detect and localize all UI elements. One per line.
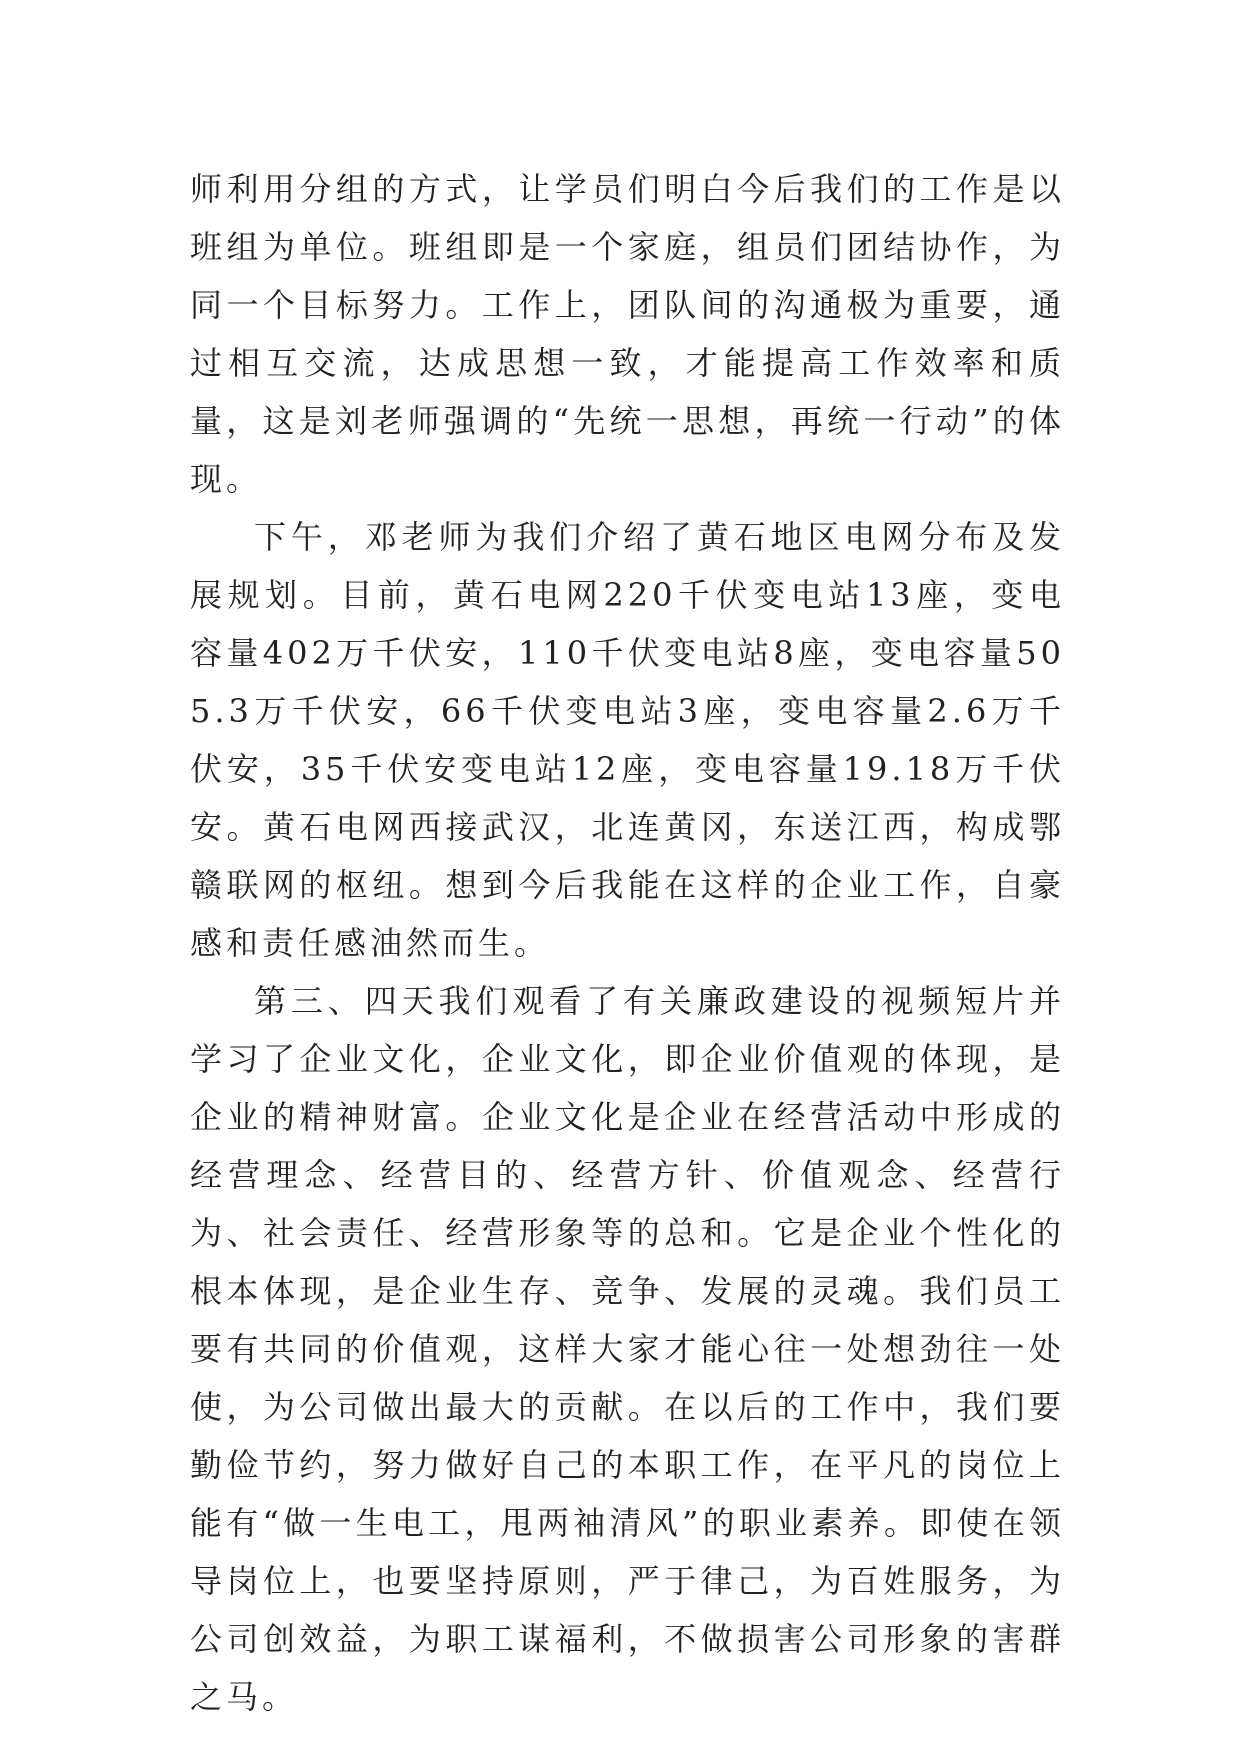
document-body <box>190 160 1065 1726</box>
paragraph-2: 下午，邓老师为我们介绍了黄石地区电网分布及发展规划。目前，黄石电网220千伏变电站13座，变电容量402万千伏安，110千伏变电站8座，变电容量505.3万千伏安，66千伏变电站3座，变电容量2.6万千伏安，35千伏安变电站12座，变电容量19.18万千伏安。黄石电网西接武汉，北连黄冈，东送江西，构成鄂赣联网的枢纽。想到今后我能在这样的企业工作，自豪感和责任感油然而生。 <box>190 518 1065 962</box>
paragraph-3: 第三、四天我们观看了有关廉政建设的视频短片并学习了企业文化，企业文化，即企业价值观的体现，是企业的精神财富。企业文化是企业在经营活动中形成的经营理念、经营目的、经营方针、价值观念、经营行为、社会责任、经营形象等的总和。它是企业个性化的根本体现，是企业生存、竞争、发展的灵魂。我们员工要有共同的价值观，这样大家才能心往一处想劲往一处使，为公司做出最大的贡献。在以后的工作中，我们要勤俭节约，努力做好自己的本职工作，在平凡的岗位上能有“做一生电工，甩两袖清风”的职业素养。即使在领导岗位上，也要坚持原则，严于律己，为百姓服务，为公司创效益，为职工谋福利，不做损害公司形象的害群之马。 <box>190 982 1065 1716</box>
paragraph-1: 师利用分组的方式，让学员们明白今后我们的工作是以班组为单位。班组即是一个家庭，组员们团结协作，为同一个目标努力。工作上，团队间的沟通极为重要，通过相互交流，达成思想一致，才能提高工作效率和质量，这是刘老师强调的“先统一思想，再统一行动”的体现。 <box>190 170 1065 498</box>
